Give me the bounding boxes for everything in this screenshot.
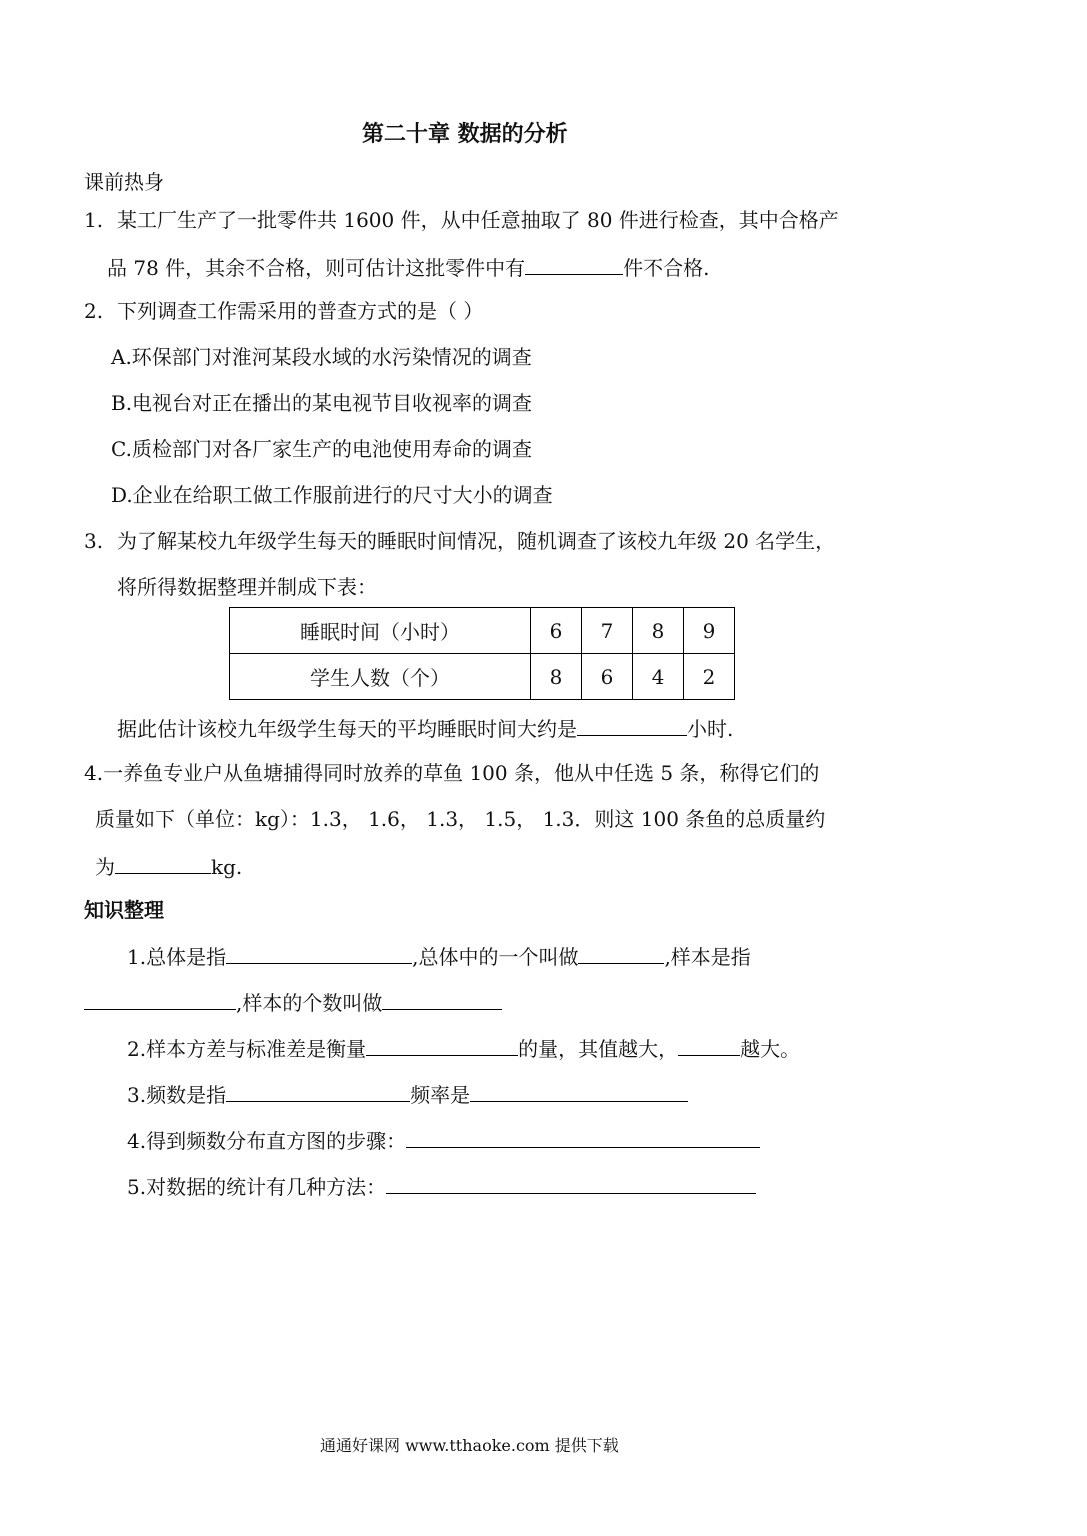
question-4-line2: 质量如下（单位：kg）：1.3， 1.6， 1.3， 1.5， 1.3．则这 100 条鱼的总质量约 <box>95 807 826 831</box>
answer-blank[interactable] <box>386 1175 756 1194</box>
question-2-number: 2. <box>84 299 104 323</box>
knowledge-item-1-line2 <box>84 991 502 1013</box>
question-3-line1: 为了解某校九年级学生每天的睡眠时间情况，随机调查了该校九年级 20 名学生， <box>117 529 836 553</box>
knowledge-item-3-text: 3.频数是指 <box>127 1083 227 1107</box>
knowledge-item-1-text: ,样本是指 <box>664 945 751 969</box>
table-cell: 9 <box>684 608 735 654</box>
question-4-unit: kg. <box>211 855 243 879</box>
knowledge-item-4 <box>127 1129 760 1151</box>
question-3-after-suffix: 小时. <box>687 717 734 741</box>
knowledge-item-2-text: 2.样本方差与标准差是衡量 <box>127 1037 367 1061</box>
answer-blank[interactable] <box>382 991 502 1010</box>
question-1-line1: 某工厂生产了一批零件共 1600 件，从中任意抽取了 80 件进行检查，其中合格产 <box>117 208 839 232</box>
answer-blank[interactable] <box>84 991 236 1010</box>
page-title: 第二十章 数据的分析 <box>362 122 568 147</box>
knowledge-item-3-text: 频率是 <box>410 1083 471 1107</box>
knowledge-item-2-text: 的量，其值越大， <box>518 1037 679 1061</box>
answer-blank[interactable] <box>226 945 412 964</box>
question-3-line2: 将所得数据整理并制成下表： <box>117 575 377 599</box>
table-cell: 2 <box>684 654 735 700</box>
question-1-suffix: 件不合格. <box>623 256 710 280</box>
table-cell: 8 <box>633 608 684 654</box>
page-footer: 通通好课网 www.tthaoke.com 提供下载 <box>320 1436 619 1455</box>
question-4-line1: 4.一养鱼专业户从鱼塘捕得同时放养的草鱼 100 条，他从中任选 5 条，称得它们的 <box>84 761 820 785</box>
question-3-after <box>117 717 733 739</box>
table-cell-label: 学生人数（个） <box>230 654 531 700</box>
sleep-time-table <box>229 607 735 700</box>
question-2-option-d: D.企业在给职工做工作服前进行的尺寸大小的调查 <box>111 483 553 507</box>
knowledge-item-1-line1 <box>127 945 751 967</box>
question-2-option-a: A.环保部门对淮河某段水域的水污染情况的调查 <box>111 345 532 369</box>
knowledge-item-2 <box>127 1037 800 1059</box>
table-cell: 7 <box>582 608 633 654</box>
question-3-number: 3. <box>84 529 104 553</box>
question-2-option-b: B.电视台对正在播出的某电视节目收视率的调查 <box>111 391 533 415</box>
answer-blank[interactable] <box>578 945 664 964</box>
question-1-text: 品 78 件，其余不合格，则可估计这批零件中有 <box>107 256 526 280</box>
answer-blank[interactable] <box>470 1083 688 1102</box>
knowledge-item-3 <box>127 1083 688 1105</box>
knowledge-item-1-text: ,总体中的一个叫做 <box>412 945 579 969</box>
answer-blank[interactable] <box>366 1037 518 1056</box>
table-cell: 4 <box>633 654 684 700</box>
answer-blank[interactable] <box>678 1037 740 1056</box>
answer-blank[interactable] <box>115 855 211 874</box>
question-2-option-c: C.质检部门对各厂家生产的电池使用寿命的调查 <box>111 437 532 461</box>
table-cell: 8 <box>531 654 582 700</box>
answer-blank[interactable] <box>577 717 687 736</box>
question-4-prefix: 为 <box>95 855 115 879</box>
question-3-after-text: 据此估计该校九年级学生每天的平均睡眠时间大约是 <box>117 717 577 741</box>
table-cell: 6 <box>531 608 582 654</box>
question-1-number: 1. <box>84 208 104 232</box>
question-1-line2 <box>107 256 710 278</box>
table-cell: 6 <box>582 654 633 700</box>
knowledge-item-2-text: 越大。 <box>740 1037 801 1061</box>
knowledge-item-5 <box>127 1175 756 1197</box>
question-2-stem: 下列调查工作需采用的普查方式的是（ ） <box>117 299 484 323</box>
table-row <box>230 608 735 654</box>
knowledge-item-1-text: ,样本的个数叫做 <box>236 991 383 1015</box>
knowledge-item-5-text: 5.对数据的统计有几种方法： <box>127 1175 387 1199</box>
question-4-line3 <box>95 855 242 877</box>
knowledge-item-4-text: 4.得到频数分布直方图的步骤： <box>127 1129 407 1153</box>
section-heading-knowledge: 知识整理 <box>84 898 164 922</box>
section-heading-warmup: 课前热身 <box>84 170 164 194</box>
answer-blank[interactable] <box>226 1083 410 1102</box>
table-cell-label: 睡眠时间（小时） <box>230 608 531 654</box>
answer-blank[interactable] <box>406 1129 760 1148</box>
answer-blank[interactable] <box>525 256 623 275</box>
table-row <box>230 654 735 700</box>
knowledge-item-1-text: 1.总体是指 <box>127 945 227 969</box>
